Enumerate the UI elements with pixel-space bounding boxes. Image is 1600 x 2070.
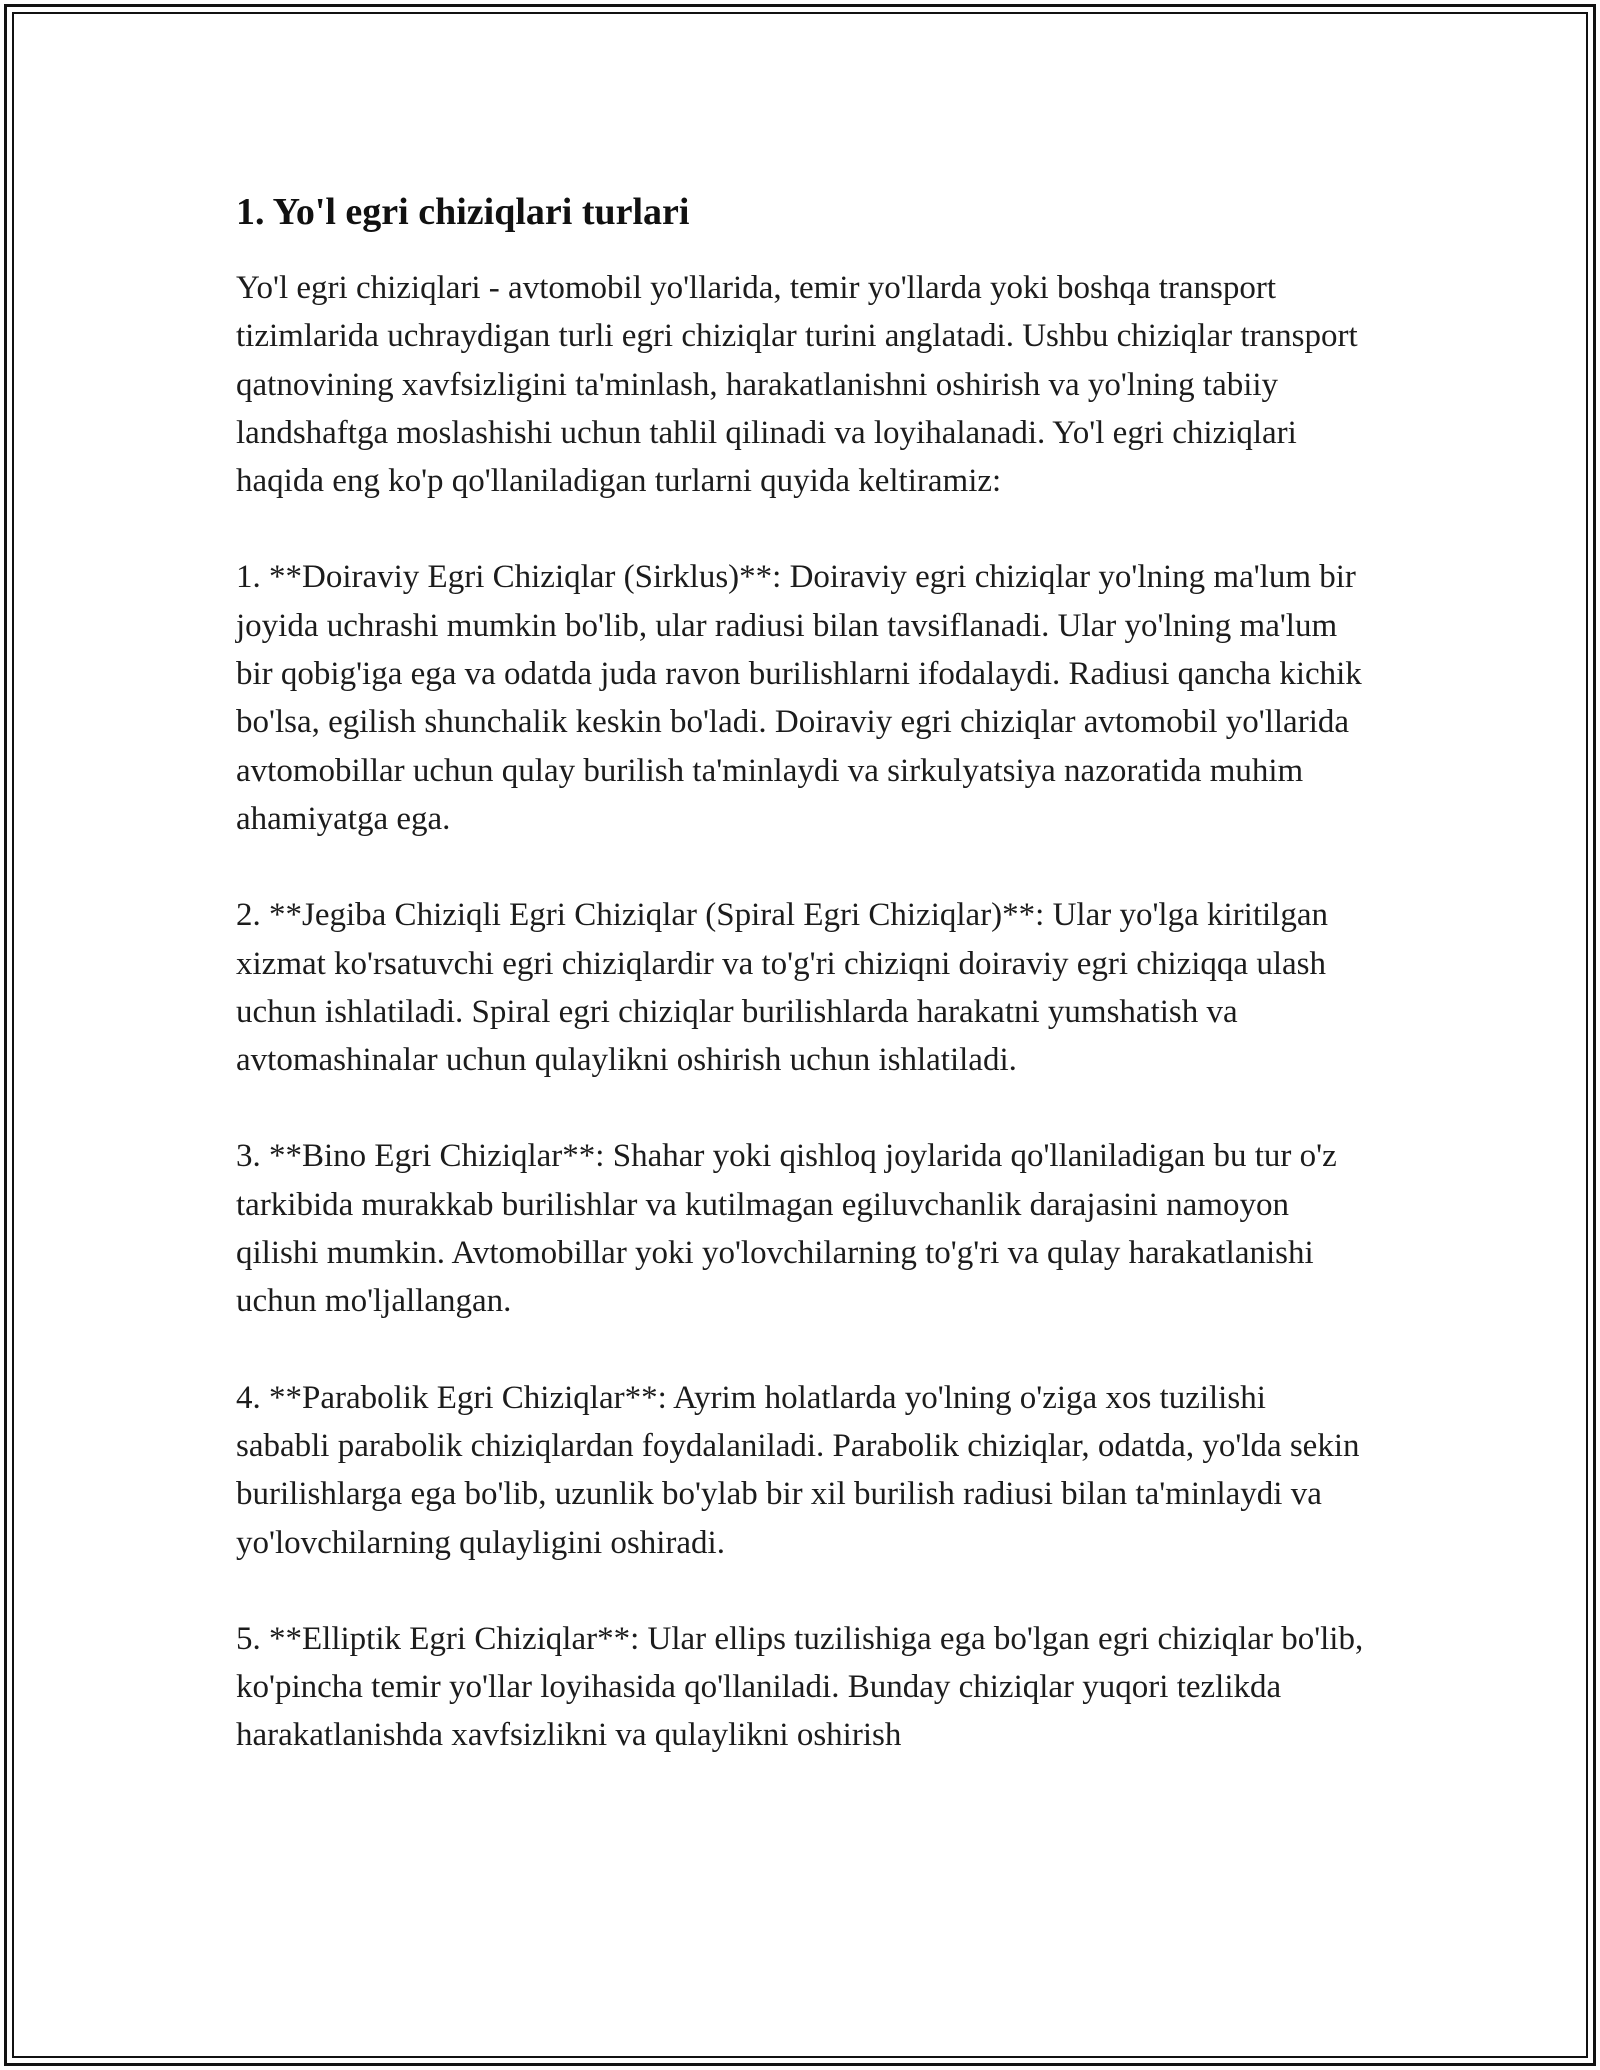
document-title: 1. Yo'l egri chiziqlari turlari bbox=[236, 191, 690, 233]
intro-paragraph: Yo'l egri chiziqlari - avtomobil yo'llarida, temir yo'llarda yoki boshqa transport tizimlarida uchraydigan turli egri chiziqlar turini anglatadi. Ushbu chiziqlar transport qatnovining xavfsizligini ta'minlash, harakatlanishni oshirish va yo'lning tabiiy landshaftga moslashishi uchun tahlil qilinadi va loyihalanadi. Yo'l egri chiziqlari haqida eng ko'p qo'llaniladigan turlarni quyida keltiramiz: bbox=[236, 270, 1358, 500]
list-item-building-curves: 3. **Bino Egri Chiziqlar**: Shahar yoki qishloq joylarida qo'llaniladigan bu tur o'z tarkibida murakkab burilishlar va kutilmagan egiluvchanlik darajasini namoyon qilishi mumkin. Avtomobillar yoki yo'lovchilarning to'g'ri va qulay harakatlanishi uchun mo'ljallangan. bbox=[236, 1138, 1337, 1320]
document-body bbox=[236, 184, 1366, 1808]
list-item-elliptic-curves: 5. **Elliptik Egri Chiziqlar**: Ular ellips tuzilishiga ega bo'lgan egri chiziqlar bo'lib, ko'pincha temir yo'llar loyihasida qo'llaniladi. Bunday chiziqlar yuqori tezlikda harakatlanishda xavfsizlikni va qulaylikni oshirish bbox=[236, 1620, 1364, 1754]
list-item-circular-curves: 1. **Doiraviy Egri Chiziqlar (Sirklus)**: Doiraviy egri chiziqlar yo'lning ma'lum bir joyida uchrashi mumkin bo'lib, ular radiusi bilan tavsiflanadi. Ular yo'lning ma'lum bir qobig'iga ega va odatda juda ravon burilishlarni ifodalaydi. Radiusi qancha kichik bo'lsa, egilish shunchalik keskin bo'ladi. Doiraviy egri chiziqlar avtomobil yo'llarida avtomobillar uchun qulay burilish ta'minlaydi va sirkulyatsiya nazoratida muhim ahamiyatga ega. bbox=[236, 559, 1362, 837]
list-item-parabolic-curves: 4. **Parabolik Egri Chiziqlar**: Ayrim holatlarda yo'lning o'ziga xos tuzilishi sababli parabolik chiziqlardan foydalaniladi. Parabolik chiziqlar, odatda, yo'lda sekin burilishlarga ega bo'lib, uzunlik bo'ylab bir xil burilish radiusi bilan ta'minlaydi va yo'lovchilarning qulayligini oshiradi. bbox=[236, 1379, 1360, 1561]
list-item-spiral-curves: 2. **Jegiba Chiziqli Egri Chiziqlar (Spiral Egri Chiziqlar)**: Ular yo'lga kiritilgan xizmat ko'rsatuvchi egri chiziqlardir va to'g'ri chiziqni doiraviy egri chiziqqa ulash uchun ishlatiladi. Spiral egri chiziqlar burilishlarda harakatni yumshatish va avtomashinalar uchun qulaylikni oshirish uchun ishlatiladi. bbox=[236, 897, 1328, 1079]
